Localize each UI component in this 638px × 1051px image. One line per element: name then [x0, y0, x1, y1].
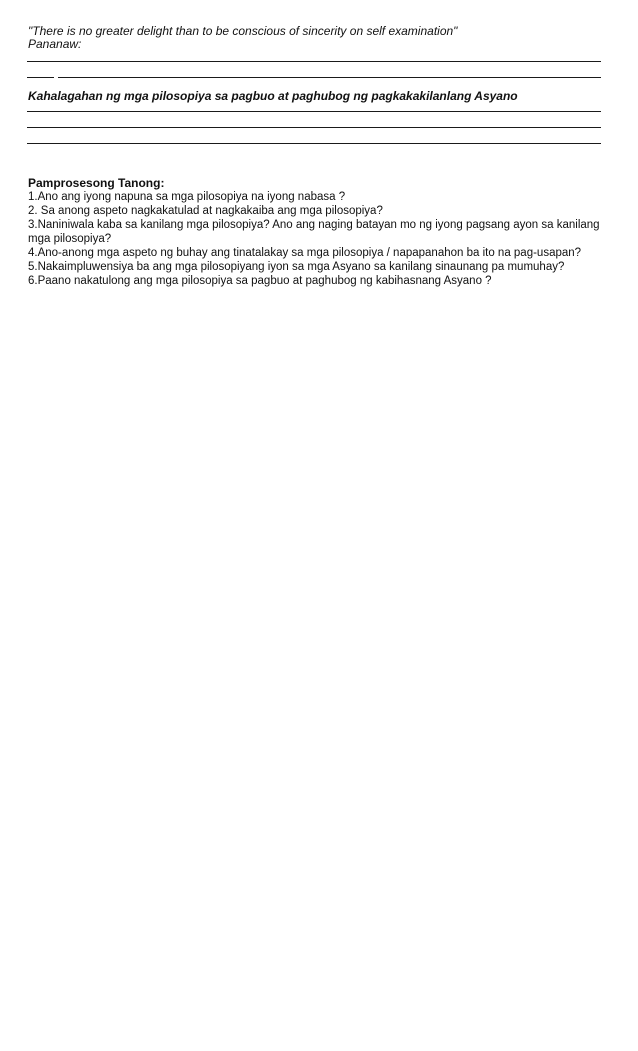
question-item: 1.Ano ang iyong napuna sa mga pilosopiya na iyong nabasa ? [28, 191, 346, 203]
question-item: 5.Nakaimpluwensiya ba ang mga pilosopiyang iyon sa mga Asyano sa kanilang sinaunang pa mumuhay? [28, 261, 565, 273]
answer-line [27, 77, 54, 78]
question-item: 3.Naniniwala kaba sa kanilang mga pilosopiya? Ano ang naging batayan mo ng iyong pagsang ayon sa kanilang mga pilosopiya? [28, 219, 600, 245]
question-item: 2. Sa anong aspeto nagkakatulad at nagkakaiba ang mga pilosopiya? [28, 205, 383, 217]
question-item: 4.Ano-anong mga aspeto ng buhay ang tinatalakay sa mga pilosopiya / napapanahon ba ito na pag-usapan? [28, 247, 582, 259]
answer-line [27, 143, 601, 144]
answer-line [27, 61, 601, 62]
section-heading: Kahalagahan ng mga pilosopiya sa pagbuo at paghubog ng pagkakakilanlang Asyano [28, 89, 518, 103]
answer-line [58, 77, 601, 78]
questions-heading: Pamprosesong Tanong: [28, 176, 165, 190]
quote-text: "There is no greater delight than to be conscious of sincerity on self examination" [28, 24, 458, 38]
answer-line [27, 127, 601, 128]
pananaw-label: Pananaw: [28, 37, 82, 51]
questions-list [28, 190, 603, 288]
question-item: 6.Paano nakatulong ang mga pilosopiya sa pagbuo at paghubog ng kabihasnang Asyano ? [28, 275, 492, 287]
answer-line [27, 111, 601, 112]
